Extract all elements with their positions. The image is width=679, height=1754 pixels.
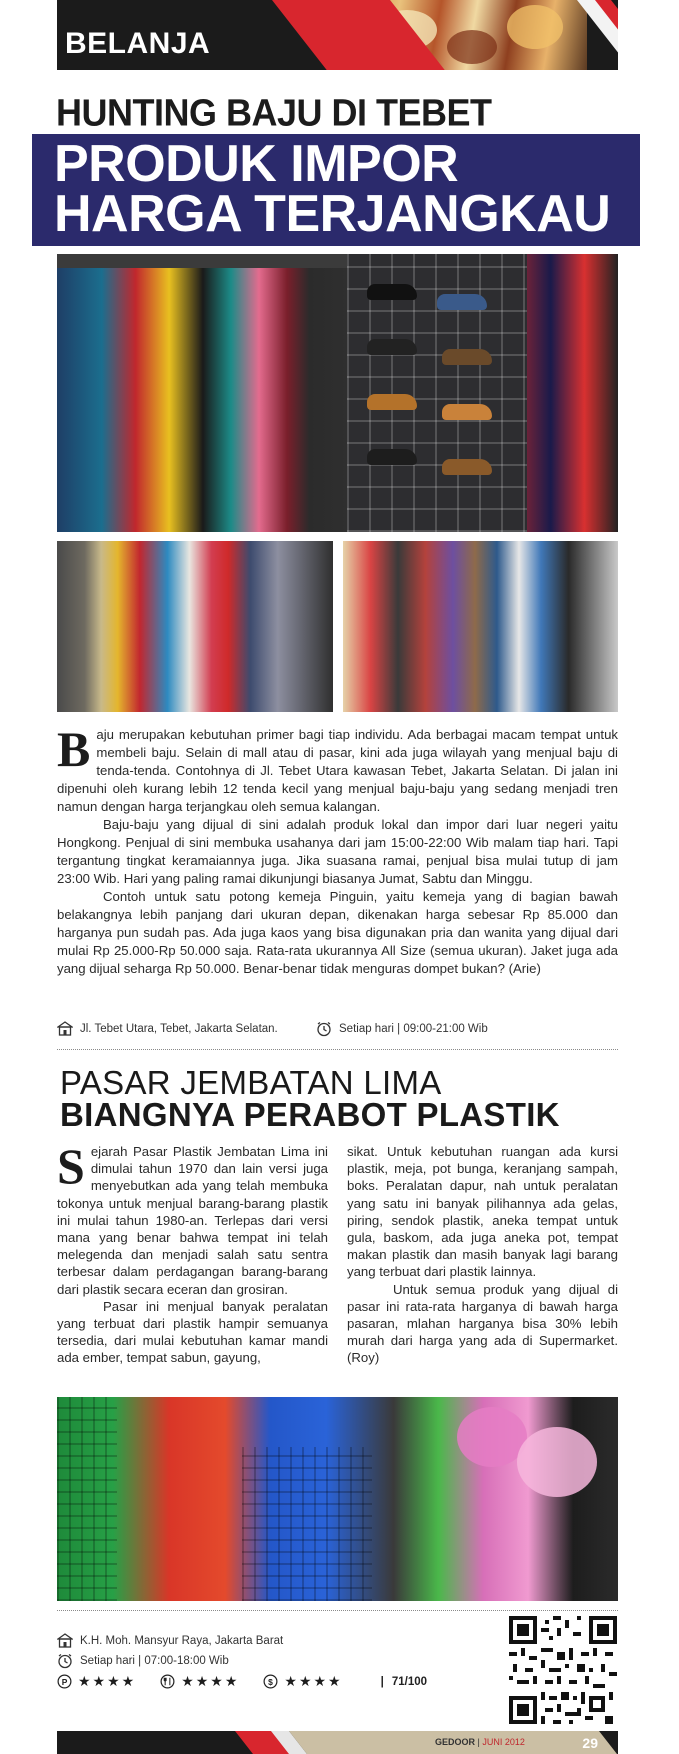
svg-text:$: $: [268, 1676, 274, 1687]
food-icon: [160, 1674, 175, 1689]
footer-publication: GEDOOR | JUNI 2012: [435, 1737, 525, 1747]
article2-col2-para1: sikat. Untuk kebutuhan ruangan ada kursi plastik, meja, pot bunga, keranjang sampah, boks. Peralatan dapur, nah untuk peralatan yang satu ini banyak pilihannya ada gelas, piring, sendok plastik, aneka tempat untuk gula, baskom, ada juga aneka pot, tempat makan plastik dan masih banyak lagi barang yang terbuat dari plastik lainnya.: [347, 1144, 618, 1280]
qr-code[interactable]: [509, 1616, 617, 1724]
article1-address-row: [57, 1021, 278, 1037]
svg-text:P: P: [61, 1676, 68, 1687]
price-stars: ★★★★: [284, 1673, 343, 1689]
page-number: 29: [582, 1735, 598, 1751]
article2-col1-para2: Pasar ini menjual banyak peralatan yang terbuat dari plastik hampir semuanya tersedia, dari mulai kebutuhan kamar mandi ada ember, tempat sabun, gayung,: [57, 1298, 328, 1366]
parking-icon: [57, 1674, 72, 1689]
article1-title-line1: PRODUK IMPOR: [54, 135, 459, 193]
store-icon: [57, 1633, 73, 1649]
hanger-rail: [57, 254, 347, 268]
article1-hours: Setiap hari | 09:00-21:00 Wib: [339, 1023, 488, 1035]
article2-col1-para1: Sejarah Pasar Plastik Jembatan Lima ini dimulai tahun 1970 dan lain versi juga menyebutkan ada yang telah membuka tokonya untuk menjual barang-barang plastik ini mulai tahun 1980-an. Terlepas dari versi mana yang benar bahwa tempat ini telah melegenda dan menjadi salah satu sentra terbesar dalam perdagangan barang-barang dari plastik secara eceran dan grosiran.: [57, 1138, 328, 1297]
article2-hours: Setiap hari | 07:00-18:00 Wib: [80, 1655, 229, 1667]
article2-column-1: [57, 1138, 328, 1367]
photo-clothes-tent-left: [57, 541, 333, 712]
divider-dotted-2: [57, 1610, 618, 1611]
article2-title-line1: PASAR JEMBATAN LIMA: [60, 1064, 442, 1101]
article1-para2: Baju-baju yang dijual di sini adalah produk lokal dan impor dari luar negeri yaitu Hongkong. Penjual di sini membuka usahanya dari jam 15:00-22:00 Wib malam tiap hari. Tapi tergantung tingkat keramaiannya juga. Jika suasana ramai, penjual bisa mulai tutup di jam 23:00 Wib. Hari yang paling ramai dikunjungi biasanya Jumat, Sabtu dan Minggu.: [57, 817, 618, 886]
total-score: | 71/100: [380, 1675, 428, 1688]
parking-stars: ★★★★: [78, 1673, 137, 1689]
photo-shoppers-right: [343, 541, 618, 712]
article1-para3: Contoh untuk satu potong kemeja Pinguin, yaitu kemeja yang di bagian bawah belakangnya lebih panjang dari ukuran depan, dikenakan harga sebesar Rp 85.000 dan harganya pun sudah pas. Ada juga kaos yang bisa digunakan pria dan wanita yang dijual dari mulai Rp 25.000-Rp 50.000 saja. Rata-rata ukurannya All Size (semua ukuran). Jaket juga ada yang dijual seharga Rp 50.000. Benar-benar tidak menguras dompet bukan? (Arie): [57, 889, 618, 976]
article1-title-line2: HARGA TERJANGKAU: [54, 185, 611, 243]
article2-ratings: [57, 1673, 427, 1690]
shoe-display-grid: [347, 254, 527, 532]
article1-dropcap: B: [57, 721, 91, 777]
article1-body: [57, 721, 618, 978]
article1-kicker: HUNTING BAJU DI TEBET: [56, 90, 492, 134]
clock-icon: [316, 1021, 332, 1037]
article2-hours-row: [57, 1653, 229, 1669]
divider-dotted: [57, 1049, 618, 1050]
article2-address: K.H. Moh. Mansyur Raya, Jakarta Barat: [80, 1635, 284, 1647]
section-banner: [57, 0, 618, 70]
article2-address-row: [57, 1633, 283, 1649]
article1-title-box: [32, 134, 640, 246]
article2-column-2: [347, 1143, 618, 1367]
footer-bar: [57, 1731, 618, 1754]
article1-para1: Baju merupakan kebutuhan primer bagi tiap individu. Ada berbagai macam tempat untuk membeli baju. Selain di mall atau di pasar, kini ada juga wilayah yang menjual baju di tenda-tenda. Contohnya di Jl. Tebet Utara kawasan Tebet, Jakarta Selatan. Di jalan ini dipenuhi oleh kurang lebih 12 tenda kecil yang menjual baju-baju yang sedang menjadi tren namun dengan harga terjangkau oleh semua kalangan.: [57, 721, 618, 814]
article2-dropcap: S: [57, 1138, 85, 1194]
photo-plastic-goods: [57, 1397, 618, 1601]
article1-address: Jl. Tebet Utara, Tebet, Jakarta Selatan.: [80, 1023, 278, 1035]
clock-icon: [57, 1653, 73, 1669]
green-crates: [57, 1397, 117, 1601]
pink-basin-2: [517, 1427, 597, 1497]
store-icon: [57, 1021, 73, 1037]
section-label: BELANJA: [65, 27, 211, 60]
food-stars: ★★★★: [181, 1673, 240, 1689]
blue-baskets: [242, 1447, 372, 1601]
photo-clothes-rack-shoes: [57, 254, 618, 532]
price-icon: [263, 1674, 278, 1689]
article1-hours-row: [316, 1021, 488, 1037]
article2-col2-para2: Untuk semua produk yang dijual di pasar ini rata-rata harganya di bawah harga pasaran, mlahan harganya bisa 30% lebih murah dari harga yang ada di Supermarket. (Roy): [347, 1281, 618, 1366]
article2-title-line2: BIANGNYA PERABOT PLASTIK: [60, 1096, 560, 1133]
